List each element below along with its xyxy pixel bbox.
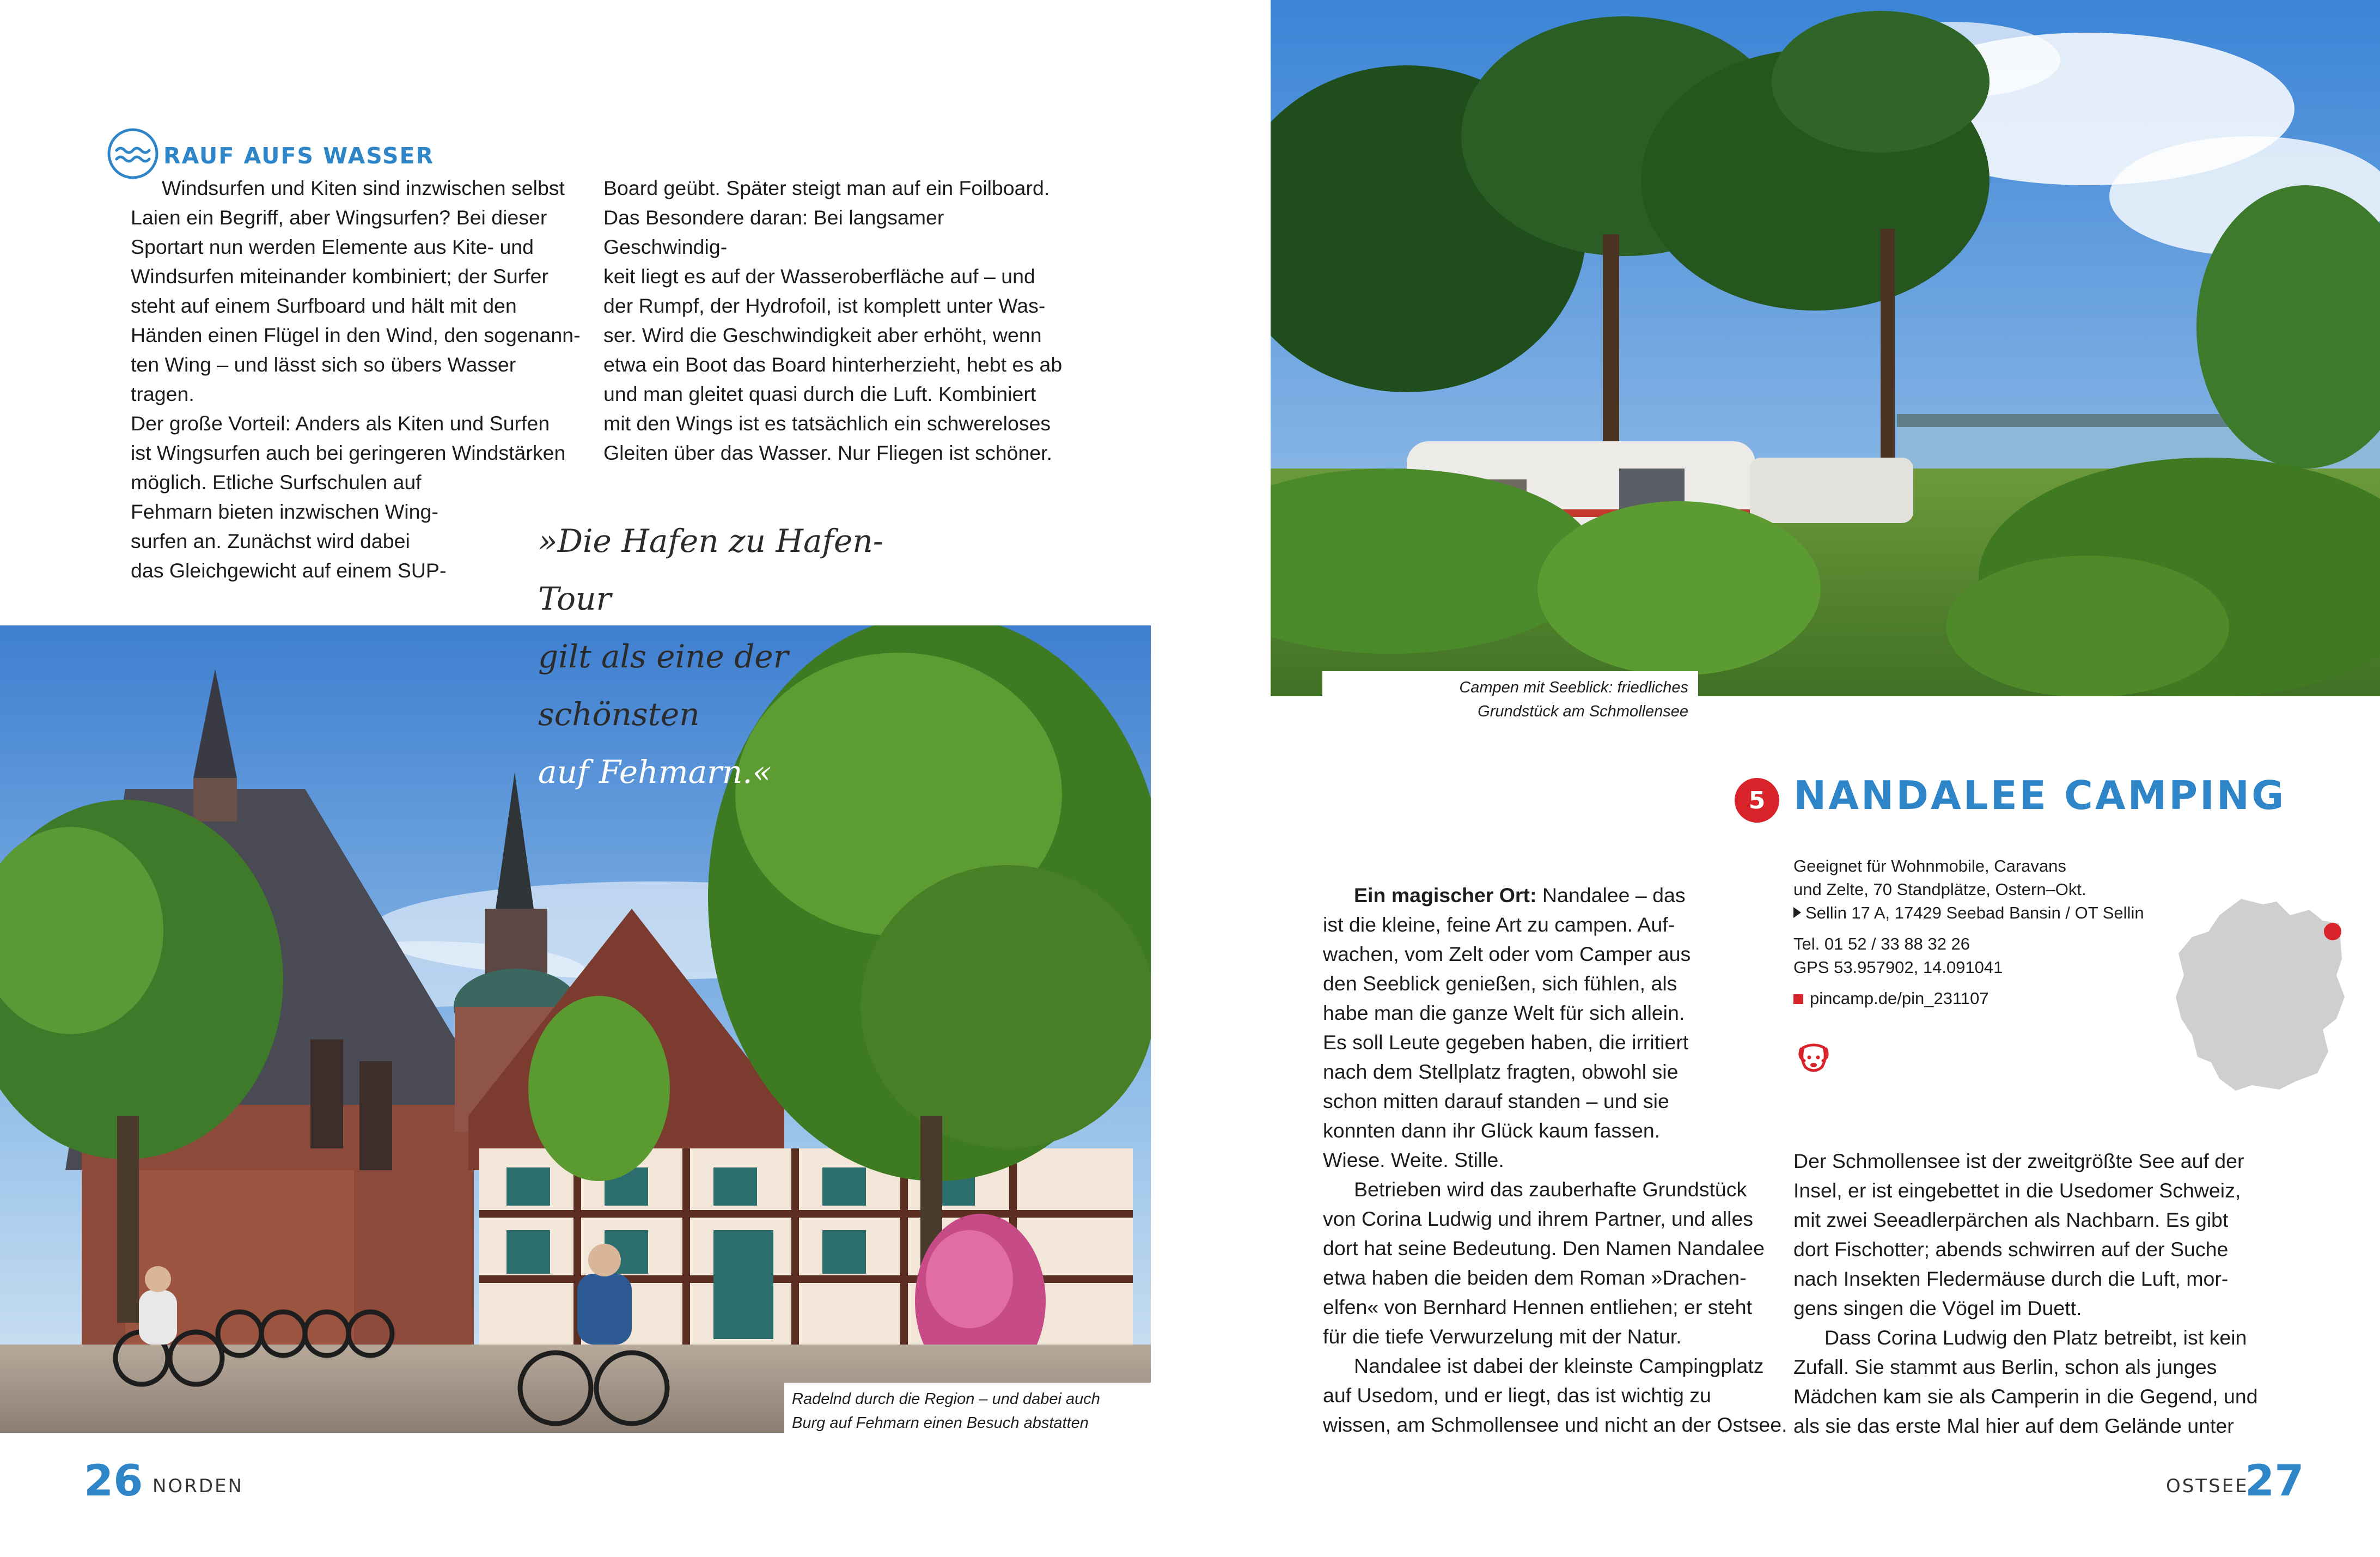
- gps-line: GPS 53.957902, 14.091041: [1793, 958, 2003, 977]
- text-line: den Seeblick genießen, sich fühlen, als: [1323, 972, 1677, 995]
- left-column-2: [603, 173, 1072, 467]
- quote-line: »Die Hafen zu Hafen-Tour: [538, 522, 884, 617]
- text-line: möglich. Etliche Surfschulen auf: [131, 471, 422, 494]
- germany-map-icon: [2159, 893, 2355, 1095]
- text-line: steht auf einem Surfboard und hält mit den: [131, 294, 517, 317]
- link-line[interactable]: [1793, 987, 2186, 1010]
- section-title: RAUF AUFS WASSER: [163, 143, 435, 169]
- text-line: ser. Wird die Geschwindigkeit aber erhöht, wenn: [603, 324, 1042, 346]
- text-line: Dass Corina Ludwig den Platz betreibt, ist kein: [1824, 1326, 2247, 1349]
- text-line: Fehmarn bieten inzwischen Wing-: [131, 500, 438, 523]
- caption-line: Radelnd durch die Region – und dabei auch: [792, 1390, 1100, 1408]
- right-column-1: [1323, 880, 1797, 1439]
- text-line: Laien ein Begriff, aber Wingsurfen? Bei dieser: [131, 206, 547, 229]
- page-label: OSTSEE: [2166, 1475, 2249, 1497]
- text-line: Insel, er ist eingebettet in die Usedomer Schweiz,: [1793, 1179, 2241, 1202]
- text-line: ist Wingsurfen auch bei geringeren Windstärken: [131, 441, 566, 464]
- text-line: Sportart nun werden Elemente aus Kite- und: [131, 235, 534, 258]
- text-line: gens singen die Vögel im Duett.: [1793, 1297, 2082, 1319]
- entry-number-badge: 5: [1735, 778, 1779, 823]
- dog-friendly-icon: [1793, 1038, 1834, 1078]
- text-line: Händen einen Flügel in den Wind, den sogenann-: [131, 324, 581, 346]
- text-line: wissen, am Schmollensee und nicht an der Ostsee.: [1323, 1413, 1787, 1436]
- info-line: und Zelte, 70 Standplätze, Ostern–Okt.: [1793, 880, 2086, 899]
- text-line: nach dem Stellplatz fragten, obwohl sie: [1323, 1060, 1679, 1083]
- text-line: für die tiefe Verwurzelung mit der Natur.: [1323, 1325, 1682, 1348]
- text-line: mit zwei Seeadlerpärchen als Nachbarn. Es gibt: [1793, 1208, 2229, 1231]
- text-line: der Rumpf, der Hydrofoil, ist komplett unter Was-: [603, 294, 1046, 317]
- text-line: dort Fischotter; abends schwirren auf der Suche: [1793, 1238, 2229, 1261]
- text-line: mit den Wings ist es tatsächlich ein schwereloses: [603, 412, 1051, 435]
- caption-line: Burg auf Fehmarn einen Besuch abstatten: [792, 1414, 1089, 1432]
- campsite-title: NANDALEE CAMPING: [1793, 773, 2286, 818]
- text-line: als sie das erste Mal hier auf dem Gelände unter: [1793, 1414, 2234, 1437]
- info-line: Geeignet für Wohnmobile, Caravans: [1793, 856, 2066, 875]
- text-line: surfen an. Zunächst wird dabei: [131, 530, 410, 552]
- text-line: und man gleitet quasi durch die Luft. Kombiniert: [603, 382, 1036, 405]
- text-line: etwa haben die beiden dem Roman »Drachen-: [1323, 1266, 1747, 1289]
- text-line: Es soll Leute gegeben haben, die irritiert: [1323, 1031, 1689, 1054]
- text-line: Nandalee ist dabei der kleinste Campingplatz: [1354, 1354, 1764, 1377]
- quote-line: gilt als eine der schönsten: [538, 638, 789, 733]
- right-page: [1190, 0, 2380, 1557]
- camping-photo: [1271, 0, 2380, 696]
- text-line: dort hat seine Bedeutung. Den Namen Nandalee: [1323, 1237, 1765, 1260]
- page-label: NORDEN: [152, 1475, 243, 1497]
- lead-in: Ein magischer Ort:: [1354, 884, 1537, 907]
- text-line: elfen« von Bernhard Hennen entliehen; er steht: [1323, 1296, 1753, 1318]
- text-line: Windsurfen miteinander kombiniert; der Surfer: [131, 265, 548, 288]
- address-text: Sellin 17 A, 17429 Seebad Bansin / OT Sellin: [1805, 903, 2144, 922]
- text-line: Betrieben wird das zauberhafte Grundstück: [1354, 1178, 1747, 1201]
- text-line: wachen, vom Zelt oder vom Camper aus: [1323, 942, 1691, 965]
- text-line: Das Besondere daran: Bei langsamer Geschwindig-: [603, 206, 944, 258]
- text-line: Mädchen kam sie als Camperin in die Gegend, und: [1793, 1385, 2258, 1408]
- text-line: ten Wing – und lässt sich so übers Wasser tragen.: [131, 353, 516, 405]
- text-line: auf Usedom, und er liegt, das ist wichtig zu: [1323, 1384, 1711, 1407]
- camping-caption: [1322, 671, 1698, 727]
- address-line: [1793, 901, 2186, 925]
- text-line: etwa ein Boot das Board hinterherzieht, hebt es ab: [603, 353, 1063, 376]
- text-line: von Corina Ludwig und ihrem Partner, und alles: [1323, 1207, 1754, 1230]
- caption-line: Campen mit Seeblick: friedliches: [1459, 679, 1688, 696]
- waves-icon: [107, 127, 159, 180]
- left-column-1: [131, 173, 583, 585]
- text-line: Wiese. Weite. Stille.: [1323, 1148, 1504, 1171]
- right-column-2: [1793, 1146, 2273, 1440]
- page-number: 27: [2245, 1457, 2304, 1506]
- text-line: das Gleichgewicht auf einem SUP-: [131, 559, 447, 582]
- text-line: Der große Vorteil: Anders als Kiten und Surfen: [131, 412, 550, 435]
- text-line: habe man die ganze Welt für sich allein.: [1323, 1001, 1685, 1024]
- link-text[interactable]: pincamp.de/pin_231107: [1810, 989, 1989, 1008]
- fehmarn-caption: [784, 1383, 1151, 1438]
- quote-line: auf Fehmarn.«: [538, 753, 772, 790]
- text-line: keit liegt es auf der Wasseroberfläche auf – und: [603, 265, 1035, 288]
- text-line: Zufall. Sie stammt aus Berlin, schon als junges: [1793, 1355, 2217, 1378]
- page-number: 26: [84, 1457, 143, 1506]
- text-line: Der Schmollensee ist der zweitgrößte See auf der: [1793, 1149, 2244, 1172]
- phone-line: Tel. 01 52 / 33 88 32 26: [1793, 934, 1970, 953]
- text-line: Gleiten über das Wasser. Nur Fliegen ist schöner.: [603, 441, 1052, 464]
- pull-quote: [538, 512, 930, 801]
- text-line: Board geübt. Später steigt man auf ein Foilboard.: [603, 177, 1050, 199]
- caption-line: Grundstück am Schmollensee: [1478, 703, 1688, 720]
- text-line: schon mitten darauf standen – und sie: [1323, 1090, 1669, 1112]
- text-line: Windsurfen und Kiten sind inzwischen selbst: [162, 177, 565, 199]
- text-line: konnten dann ihr Glück kaum fassen.: [1323, 1119, 1661, 1142]
- text-line: ist die kleine, feine Art zu campen. Auf-: [1323, 913, 1675, 936]
- text-fragment: Nandalee – das: [1536, 884, 1686, 907]
- text-line: nach Insekten Fledermäuse durch die Luft, mor-: [1793, 1267, 2229, 1290]
- campsite-info: [1793, 854, 2186, 1010]
- text-line: [1323, 880, 1797, 910]
